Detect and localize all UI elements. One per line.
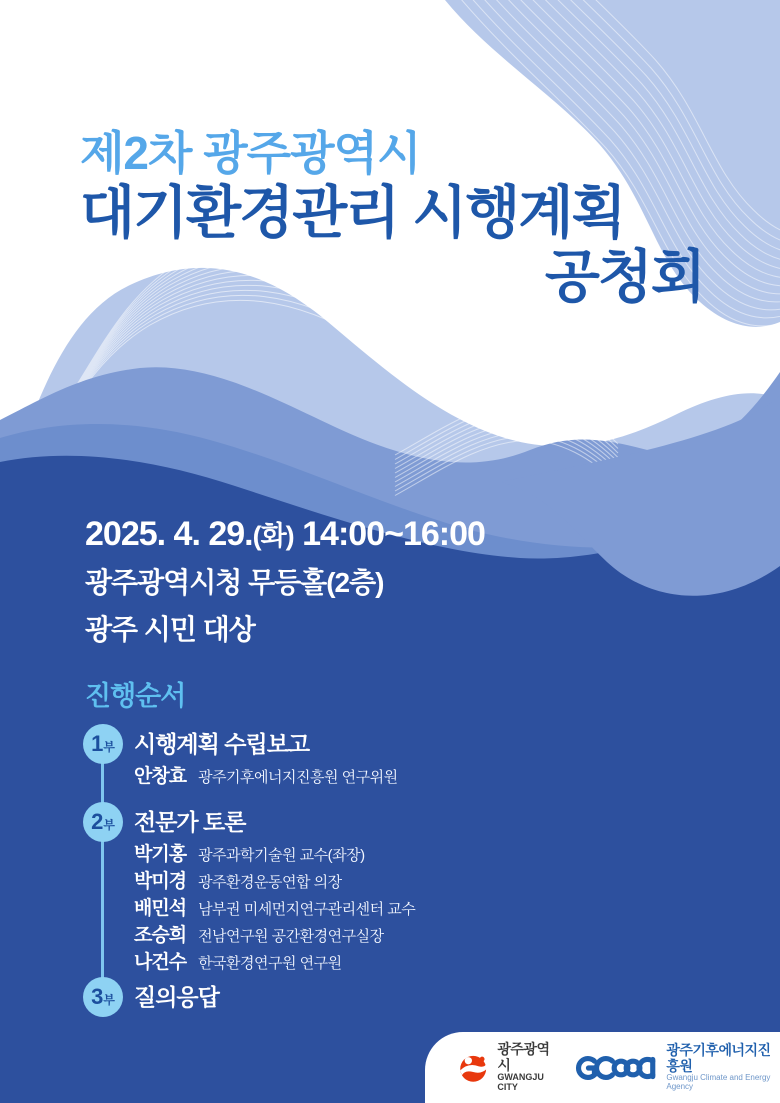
event-datetime [85,514,485,554]
gcea-logo-kr-label: 광주기후에너지진흥원 [666,1042,771,1074]
speaker-affiliation: 광주환경운동연합 의장 [198,874,342,891]
event-audience: 광주 시민 대상 [85,614,255,645]
speaker-name: 박미경 [134,871,187,892]
speaker-row [134,764,398,791]
poster-title-line2: 공청회 [544,245,704,310]
speaker-affiliation: 전남연구원 공간환경연구실장 [198,928,384,945]
gcea-mark-icon [573,1051,659,1085]
speaker-name: 안창효 [134,766,187,787]
speaker-row [134,842,415,869]
poster-subtitle: 제2차 광주광역시 [80,127,421,179]
speaker-row [134,950,415,977]
gcea-logo [573,1043,780,1091]
session-3-badge [83,977,123,1017]
session-2 [83,802,415,977]
session-1-title: 시행계획 수립보고 [134,731,310,757]
event-date: 2025. 4. 29. [85,515,253,553]
session-1-badge-number: 1 [91,731,104,756]
speaker-row [134,896,415,923]
speaker-affiliation: 광주과학기술원 교수(좌장) [198,847,365,864]
session-3-title: 질의응답 [134,984,219,1010]
session-1-badge-suffix: 부 [103,739,115,754]
session-1-badge [83,724,123,764]
gwangju-logo-kr-label: 광주광역시 [497,1041,550,1073]
poster-title-line1: 대기환경관리 시행계획 [80,181,625,246]
session-2-badge [83,802,123,842]
speaker-name: 박기홍 [134,844,187,865]
speaker-name: 배민석 [134,898,187,919]
session-2-title: 전문가 토론 [134,809,246,835]
session-2-badge-number: 2 [91,809,104,834]
speaker-name: 조승희 [134,925,187,946]
speaker-name: 나건수 [134,952,187,973]
session-1 [83,724,398,791]
speaker-affiliation: 광주기후에너지진흥원 연구위원 [198,769,398,786]
program-timeline [83,724,703,1024]
footer-panel [425,1032,780,1103]
session-3 [83,977,219,1017]
event-venue: 광주광역시청 무등홀(2층) [85,567,384,598]
event-info [85,514,485,648]
gwangju-emblem-icon [457,1049,489,1087]
program-heading: 진행순서 [85,681,186,711]
speaker-row [134,869,415,896]
gwangju-city-logo [457,1042,557,1093]
gwangju-logo-en-label: GWANGJU CITY [497,1072,544,1092]
title-block [80,126,704,310]
event-day: (화) [252,521,294,551]
session-3-badge-suffix: 부 [103,992,115,1007]
event-time: 14:00~16:00 [293,515,485,553]
speaker-affiliation: 한국환경연구원 연구원 [198,955,342,972]
session-3-badge-number: 3 [91,984,104,1009]
gcea-logo-en-label: Gwangju Climate and Energy Agency [666,1073,771,1091]
session-2-badge-suffix: 부 [103,817,115,832]
speaker-row [134,923,415,950]
speaker-affiliation: 남부권 미세먼지연구관리센터 교수 [198,901,416,918]
